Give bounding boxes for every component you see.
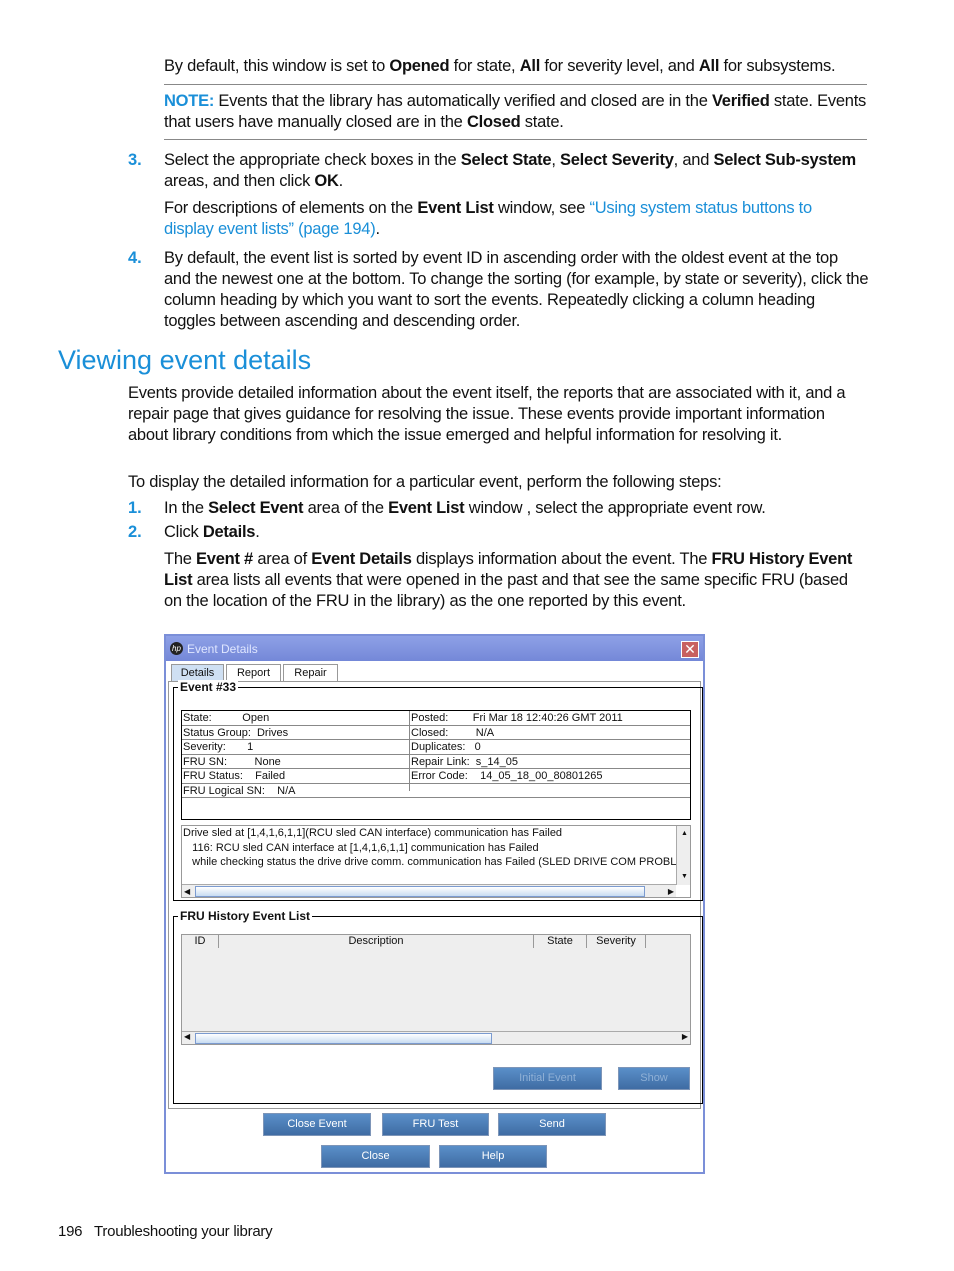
step-number: 4.	[128, 249, 142, 267]
fru-history-header	[181, 934, 691, 949]
details-panel	[168, 681, 701, 1109]
note-paragraph	[164, 91, 869, 133]
view-step-2	[164, 522, 869, 543]
text-segment: ,	[551, 151, 560, 169]
horizontal-scrollbar[interactable]	[182, 1031, 690, 1044]
text-segment: In the	[164, 499, 209, 517]
scroll-right-icon[interactable]: ▶	[681, 1032, 688, 1041]
tab-bar	[166, 662, 703, 682]
message-line: while checking status the drive drive comm. communication has Failed (SLED DRIVE COM PROBL	[183, 856, 677, 868]
section-heading: Viewing event details	[58, 345, 312, 375]
default-settings-paragraph	[164, 56, 869, 77]
scroll-thumb[interactable]	[195, 886, 645, 897]
text-segment: The	[164, 550, 197, 568]
tab-repair[interactable]: Repair	[283, 664, 338, 681]
fru-history-label: FRU History Event List	[180, 909, 311, 923]
text-segment: Click	[164, 523, 203, 541]
bold-term: OK	[314, 172, 339, 190]
event-field-left: State: Open	[183, 712, 270, 724]
bold-term: Details	[202, 523, 256, 541]
text-segment: area lists all events that were opened in the past and that see the same specific FRU (based on the location of the FRU in the library) as the one reported by this event.	[164, 571, 848, 610]
help-button[interactable]: Help	[439, 1145, 547, 1168]
bold-term: Select Event	[208, 499, 304, 517]
text-segment: area of	[252, 550, 312, 568]
send-button[interactable]: Send	[498, 1113, 606, 1136]
text-segment: displays information about the event. The	[411, 550, 712, 568]
divider	[164, 84, 867, 85]
event-group-label: Event #33	[180, 680, 237, 694]
text-segment: for state,	[449, 57, 520, 75]
bold-term: Event List	[388, 499, 465, 517]
text-segment: state.	[520, 113, 564, 131]
page-number: 196	[58, 1223, 83, 1240]
text-segment: .	[255, 523, 260, 541]
page-footer	[58, 1221, 272, 1242]
scroll-left-icon[interactable]: ◀	[184, 887, 191, 896]
bold-term: All	[698, 57, 720, 75]
intro-paragraph	[128, 383, 853, 446]
horizontal-scrollbar[interactable]	[182, 884, 676, 897]
message-line: Drive sled at [1,4,1,6,1,1](RCU sled CAN interface) communication has Failed	[183, 827, 563, 839]
text-segment: NOTE:	[164, 92, 215, 110]
message-line: 116: RCU sled CAN interface at [1,4,1,6,1,1] communication has Failed	[183, 841, 539, 854]
intro-steps-paragraph	[128, 472, 853, 493]
scroll-up-icon[interactable]: ▲	[681, 830, 688, 837]
event-message-textarea[interactable]	[181, 825, 691, 898]
column-header-id[interactable]: ID	[182, 935, 219, 948]
step-3-reference	[164, 198, 854, 240]
cross-reference-link[interactable]: “Using system status buttons to display event lists” (page 194)	[164, 199, 812, 238]
show-button[interactable]: Show	[618, 1067, 690, 1090]
vertical-scrollbar[interactable]	[676, 826, 690, 885]
step-number: 1.	[128, 499, 142, 517]
scroll-right-icon[interactable]: ▶	[667, 887, 674, 896]
text-segment: area of the	[303, 499, 389, 517]
view-step-1	[164, 498, 869, 519]
fru-test-button[interactable]: FRU Test	[382, 1113, 489, 1136]
close-event-button[interactable]: Close Event	[263, 1113, 371, 1136]
event-group	[173, 680, 703, 901]
bold-term: All	[519, 57, 541, 75]
title-bar	[166, 636, 703, 661]
event-field-row	[182, 726, 690, 741]
scroll-thumb[interactable]	[195, 1033, 492, 1044]
event-field-row	[182, 769, 690, 784]
bold-term: Select Severity	[560, 151, 674, 169]
fru-history-list[interactable]	[181, 948, 691, 1045]
event-field-left: FRU SN: None	[183, 755, 281, 768]
bold-term: Select Sub-system	[713, 151, 856, 169]
bold-term: Verified	[711, 92, 770, 110]
event-field-row	[182, 784, 690, 799]
text-segment: .	[338, 172, 344, 190]
text-segment: By default, the event list is sorted by event ID in ascending order with the oldest event at the top and the newest one at the bottom. To change the sorting (for example, by state or severity), click the column heading by which you want to sort the events. Repeatedly clicking a column heading toggles between ascending and descending order.	[164, 249, 869, 330]
text-segment: , and	[673, 151, 714, 169]
step-4-text	[164, 248, 869, 332]
hp-logo-icon: hp	[170, 642, 183, 655]
step-number: 2.	[128, 523, 142, 541]
event-field-right: Posted: Fri Mar 18 12:40:26 GMT 2011	[411, 712, 623, 724]
event-field-left: Severity: 1	[183, 741, 254, 753]
text-segment: areas, and then click	[164, 172, 315, 190]
event-field-left: Status Group: Drives	[183, 726, 289, 739]
text-segment: Events provide detailed information about the event itself, the reports that are associated with it, and a repair page that gives guidance for resolving the issue. These events provide important information about library conditions from which the issue emerged and helpful information for resolving it.	[128, 384, 846, 444]
event-fields-table	[181, 710, 691, 820]
bold-term: FRU History Event List	[164, 550, 853, 589]
view-step-2-description	[164, 549, 869, 612]
bold-term: Closed	[466, 113, 521, 131]
text-segment: For descriptions of elements on the	[164, 199, 418, 217]
bold-term: Event List	[417, 199, 494, 217]
event-field-row	[182, 740, 690, 755]
event-field-left: FRU Logical SN: N/A	[183, 784, 296, 797]
text-segment: window, see	[493, 199, 590, 217]
text-segment: .	[375, 220, 380, 238]
event-details-window	[164, 634, 705, 1174]
event-field-right: Closed: N/A	[411, 726, 495, 739]
bold-term: Event #	[196, 550, 253, 568]
text-segment: window , select the appropriate event row.	[464, 499, 766, 517]
text-segment: By default, this window is set to	[164, 57, 390, 75]
close-icon[interactable]: ✕	[681, 641, 699, 658]
step-3-text	[164, 150, 869, 192]
text-segment: state. Events that users have manually closed are in the	[164, 92, 867, 131]
event-field-row	[182, 711, 690, 726]
text-segment: Events that the library has automatically verified and closed are in the	[214, 92, 712, 110]
scroll-down-icon[interactable]: ▼	[681, 872, 688, 880]
tab-report[interactable]: Report	[226, 664, 281, 681]
bold-term: Event Details	[311, 550, 412, 568]
initial-event-button[interactable]: Initial Event	[493, 1067, 602, 1090]
text-segment: for subsystems.	[719, 57, 836, 75]
bold-term: Opened	[389, 57, 450, 75]
step-number: 3.	[128, 151, 142, 169]
event-field-right: Repair Link: s_14_05	[411, 755, 519, 768]
column-header-state[interactable]: State	[534, 935, 587, 948]
column-header-description[interactable]: Description	[219, 935, 534, 948]
text-segment: Select the appropriate check boxes in the	[164, 151, 461, 169]
tab-details[interactable]: Details	[171, 664, 224, 681]
bold-term: Select State	[460, 151, 552, 169]
divider	[164, 139, 867, 140]
footer-section: Troubleshooting your library	[94, 1223, 273, 1240]
event-field-row	[182, 755, 690, 770]
text-segment: To display the detailed information for a particular event, perform the following steps:	[128, 473, 722, 491]
event-field-right: Error Code: 14_05_18_00_80801265	[411, 770, 603, 782]
fru-history-group	[173, 909, 703, 1104]
close-button[interactable]: Close	[321, 1145, 430, 1168]
window-title: Event Details	[187, 642, 258, 656]
column-header-severity[interactable]: Severity	[587, 935, 646, 948]
event-field-right: Duplicates: 0	[411, 741, 481, 753]
event-field-left: FRU Status: Failed	[183, 770, 286, 782]
scroll-left-icon[interactable]: ◀	[184, 1032, 191, 1041]
text-segment: for severity level, and	[540, 57, 699, 75]
